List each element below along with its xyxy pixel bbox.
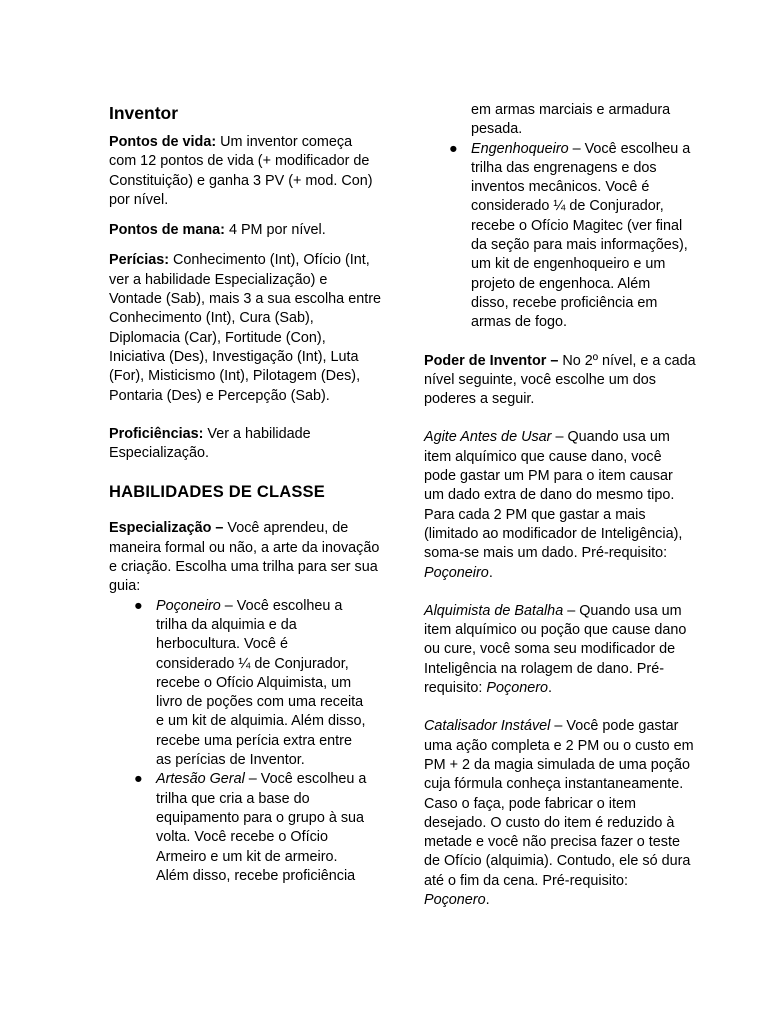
skills-text: Conhecimento (Int), Ofício (Int, ver a habilidade Especialização) e Vontade (Sab), mais 3 a sua escolha entre Conhecimento (Int), Cura (Sab), Diplomacia (Car), Fortitude (Con), Iniciativa (Des), Investigação (Int), Luta (For), Misticismo (Int), Pilotagem (Des), Pontaria (Des) e Percepção (Sab). — [109, 252, 381, 404]
proficiencies-label: Proficiências: — [109, 425, 204, 442]
mana-points-paragraph — [109, 221, 381, 240]
power-text: – Quando usa um item alquímico ou poção que cause dano ou cure, você soma seu modificador de Inteligência na rolagem de dano. Pré-requisito: — [424, 602, 687, 697]
list-item-text: – Você escolheu a trilha da alquimia e da herbocultura. Você é considerado ¼ de Conjurador, recebe o Ofício Alquimista, um livro de poções com uma receita e um kit de alquimia. Além disso, recebe uma perícia extra entre as perícias de Inventor. — [156, 597, 366, 769]
power-name: Catalisador Instável — [424, 718, 551, 735]
list-item-text: – Você escolheu a trilha que cria a base do equipamento para o grupo à sua volta. Você recebe o Ofício Armeiro e um kit de armeiro. Além disso, recebe proficiência — [156, 771, 367, 884]
specialization-text: Você aprendeu, de maneira formal ou não, a arte da inovação e criação. Escolha uma trilha para ser sua guia: — [109, 520, 380, 595]
specialization-paragraph — [109, 519, 381, 596]
power-requirement: Poçoneiro — [424, 564, 489, 581]
skills-paragraph — [109, 251, 381, 405]
bullet-icon: ● — [134, 771, 143, 788]
list-item-continuation: em armas marciais e armadura pesada. — [471, 102, 671, 138]
mana-points-label: Pontos de mana: — [109, 222, 225, 239]
list-item-name: Artesão Geral — [156, 771, 245, 788]
power-paragraph — [424, 428, 696, 582]
inventor-power-label: Poder de Inventor – — [424, 352, 559, 369]
power-end: . — [488, 564, 493, 581]
left-column — [109, 0, 381, 886]
specialization-label: Especialização – — [109, 520, 224, 537]
list-item-text: – Você escolheu a trilha das engrenagens e dos inventos mecânicos. Você é considerado ¼ de Conjurador, recebe o Ofício Magitec (ver final da seção para mais informações), um kit de engenhoqueiro e um projeto de engenhoca. Além disso, recebe proficiência em armas de fogo. — [471, 140, 691, 331]
specialization-list — [109, 597, 381, 886]
skills-label: Perícias: — [109, 252, 170, 269]
power-text: – Quando usa um item alquímico que cause dano, você pode gastar um PM para o item causar um dado extra de dano do mesmo tipo. Para cada 2 PM que gastar a mais (limitado ao modificador de Inteligência), soma-se mais um dado. Pré-requisito: — [424, 429, 683, 562]
power-name: Alquimista de Batalha — [424, 602, 564, 619]
class-title: Inventor — [109, 103, 179, 123]
hit-points-label: Pontos de vida: — [109, 134, 217, 150]
inventor-power-paragraph — [424, 352, 696, 410]
list-item-name: Engenhoqueiro — [471, 140, 569, 157]
power-requirement: Poçonero — [486, 680, 548, 697]
power-name: Agite Antes de Usar — [424, 429, 552, 446]
mana-points-text: 4 PM por nível. — [224, 222, 326, 239]
power-requirement: Poçonero — [424, 891, 486, 908]
inventor-power-text: No 2º nível, e a cada nível seguinte, você escolhe um dos poderes a seguir. — [424, 352, 696, 408]
proficiencies-text: Ver a habilidade Especialização. — [109, 425, 311, 462]
list-item — [109, 770, 370, 886]
list-item — [109, 597, 370, 771]
power-paragraph — [424, 602, 696, 698]
list-item — [424, 140, 691, 333]
power-end: . — [485, 891, 490, 908]
proficiencies-paragraph — [109, 425, 381, 464]
power-paragraph — [424, 717, 696, 910]
power-end: . — [548, 680, 552, 697]
bullet-icon: ● — [134, 597, 143, 614]
right-column — [424, 0, 696, 921]
continued-list — [424, 101, 696, 140]
bullet-icon: ● — [449, 140, 458, 157]
hit-points-paragraph — [109, 133, 381, 210]
hit-points-text: Um inventor começa com 12 pontos de vida (+ modificador de Constituição) e ganha 3 PV (+ mod. Con) por nível. — [109, 134, 373, 208]
specialization-list-continued — [424, 140, 696, 333]
power-text: – Você pode gastar uma ação completa e 2 PM ou o custo em PM + 2 da magia simulada de uma poção cuja fórmula conheça instantaneamente. Caso o faça, pode fabricar o item desejado. O custo do item é reduzido à metade e você não precisa fazer o teste de Ofício (alquimia). Contudo, ele só dura até o fim da cena. Pré-requisito: — [424, 718, 694, 889]
section-heading: HABILIDADES DE CLASSE — [109, 483, 325, 502]
list-item-name: Poçoneiro — [156, 597, 221, 614]
